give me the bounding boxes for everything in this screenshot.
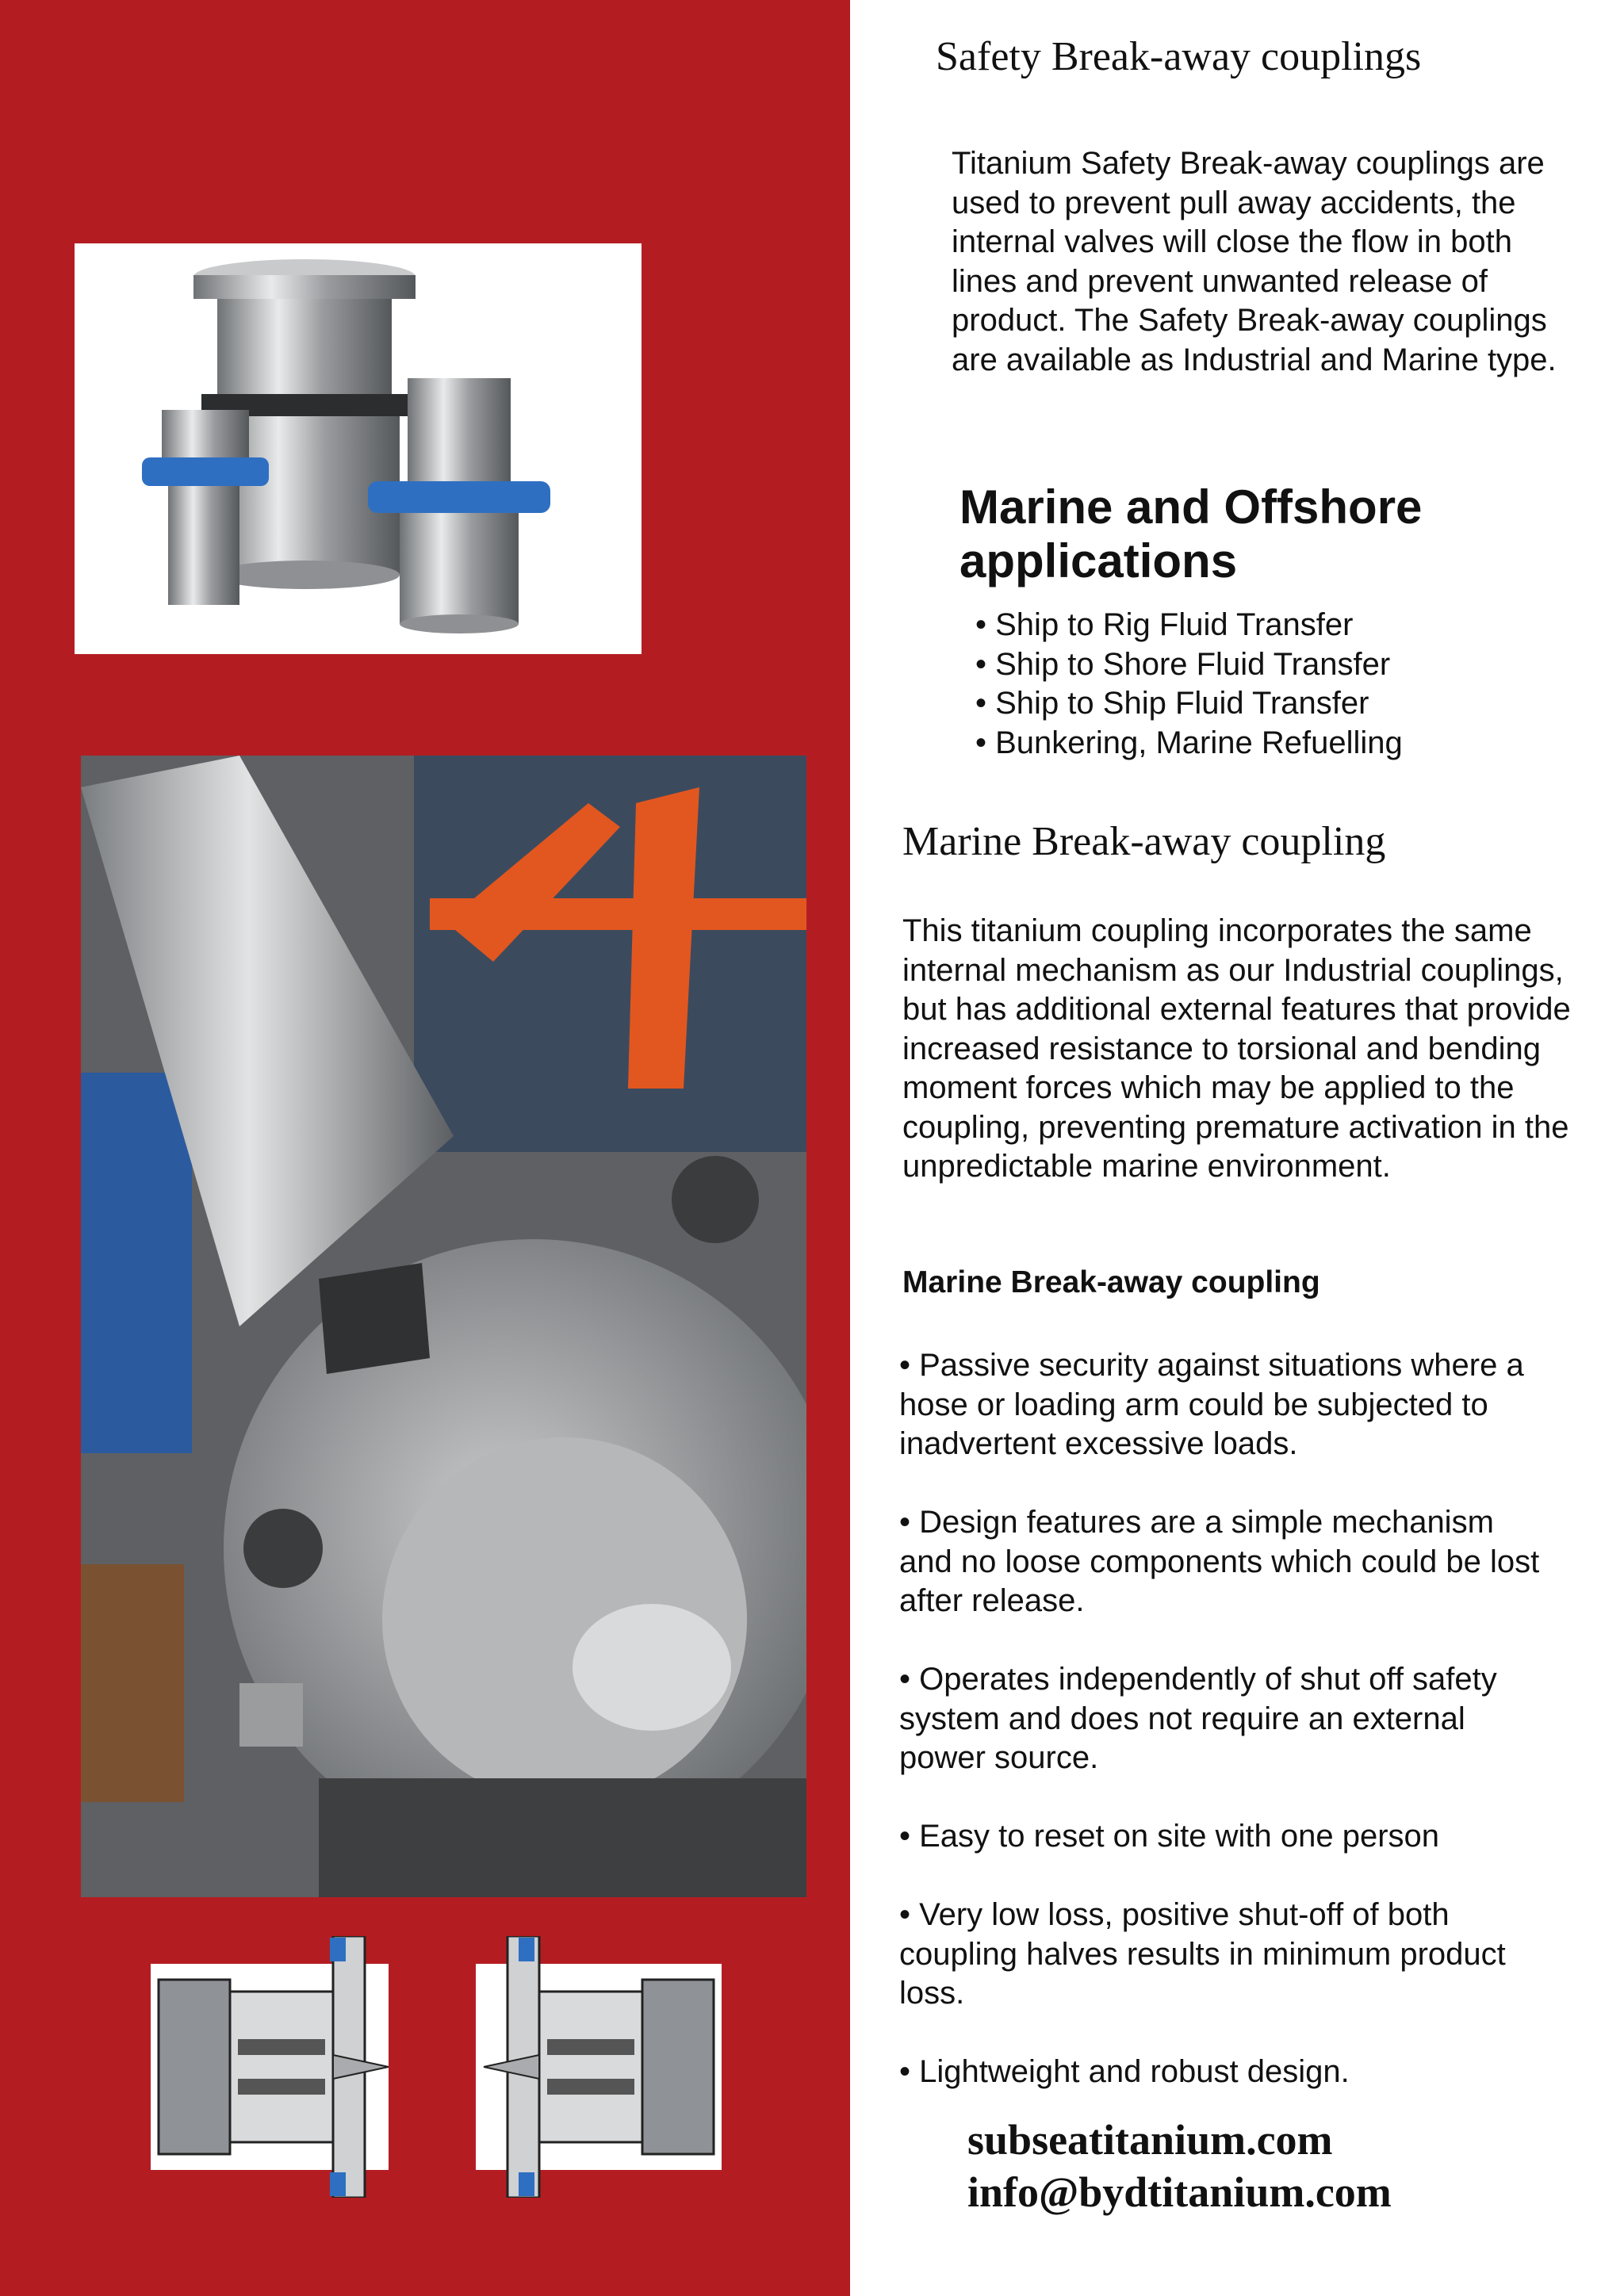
features-heading: Marine Break-away coupling — [902, 1265, 1320, 1299]
page-title: Safety Break-away couplings — [936, 34, 1422, 79]
list-item: • Operates independently of shut off safety system and does not require an external power source. — [899, 1660, 1549, 1778]
list-item: • Passive security against situations where a hose or loading arm could be subjected to inadvertent excessive loads. — [899, 1346, 1549, 1464]
list-item: • Design features are a simple mechanism and no loose components which could be lost after release. — [899, 1503, 1549, 1621]
cross-section-illustration — [151, 1936, 722, 2198]
coupling-product-illustration — [75, 243, 642, 654]
coupling-cross-section-diagrams — [151, 1936, 722, 2198]
list-item: • Very low loss, positive shut-off of both coupling halves results in minimum product loss. — [899, 1896, 1549, 2014]
list-item: • Ship to Shore Fluid Transfer — [975, 645, 1403, 685]
list-item: • Lightweight and robust design. — [899, 2053, 1549, 2092]
coupling-product-photo — [75, 243, 642, 654]
email-link[interactable]: info@bydtitanium.com — [967, 2168, 1392, 2216]
marine-coupling-paragraph: This titanium coupling incorporates the same internal mechanism as our Industrial couplings, but has additional external features that provide increased resistance to torsional and bending moment forces which may be applied to the coupling, preventing premature activation in the unpredictable marine environment. — [902, 913, 1571, 1184]
applications-list — [975, 606, 1403, 763]
list-item: • Bunkering, Marine Refuelling — [975, 724, 1403, 763]
features-list — [899, 1346, 1549, 2131]
website-link[interactable]: subseatitanium.com — [967, 2116, 1333, 2164]
marine-coupling-title: Marine Break-away coupling — [902, 819, 1386, 864]
marine-coupling-machine-photo — [81, 756, 806, 1897]
content-column — [850, 0, 1624, 2296]
list-item: • Easy to reset on site with one person — [899, 1817, 1549, 1857]
marine-coupling-machine-illustration — [81, 756, 806, 1897]
applications-heading: Marine and Offshore applications — [959, 480, 1423, 587]
intro-paragraph: Titanium Safety Break-away couplings are used to prevent pull away accidents, the internal valves will close the flow in both lines and prevent unwanted release of product. The Safety Break-away couplings are available as Industrial and Marine type. — [952, 146, 1557, 377]
list-item: • Ship to Rig Fluid Transfer — [975, 606, 1403, 645]
list-item: • Ship to Ship Fluid Transfer — [975, 684, 1403, 724]
